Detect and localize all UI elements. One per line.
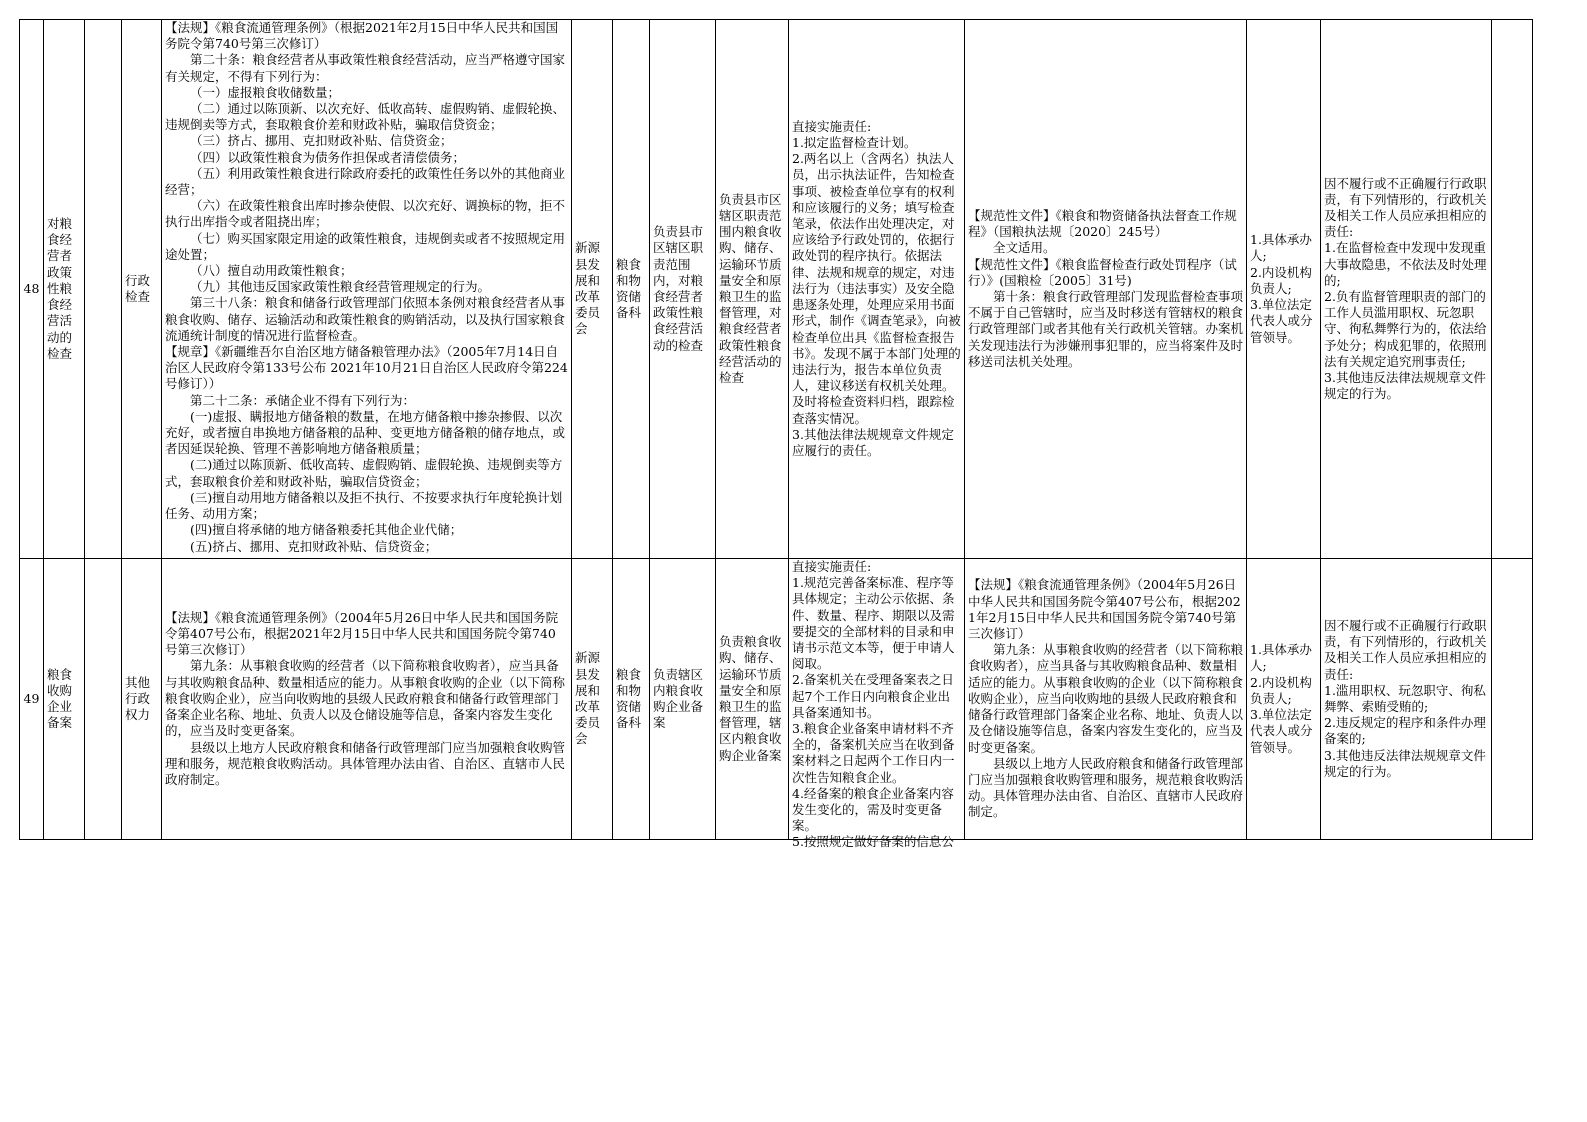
basis-line: （九）其他违反国家政策性粮食经营管理规定的行为。: [190, 279, 491, 295]
subject-line: 2.内设机构负责人;: [1250, 674, 1312, 706]
basis-line: (五)挤占、挪用、克扣财政补贴、信贷资金；: [190, 538, 438, 554]
subject-line: 3.单位法定代表人或分管领导。: [1250, 297, 1313, 345]
scope-of-duty: 负责辖区内粮食收购企业备案: [650, 559, 716, 840]
item-name: 对粮食经营者政策性粮食经营活动的检查: [44, 20, 85, 559]
basis-line: （七）购买国家限定用途的政策性粮食，违规倒卖或者不按照规定用途处置；: [165, 230, 566, 262]
remark: [1492, 559, 1533, 840]
row-number: 49: [20, 559, 44, 840]
duty-description: 负责粮食收购、储存、运输环节质量安全和原粮卫生的监督管理，辖区内粮食收购企业备案: [716, 559, 789, 840]
liability-line: 1.在监督检查中发现中发现重大事故隐患，不依法及时处理的;: [1324, 240, 1487, 288]
accountability-line: 第九条：从事粮食收购的经营者（以下简称粮食收购者），应当具备与其收购粮食品种、数量相适应的能力。从事粮食收购的企业（以下简称粮食收购企业），应当向收购地的县级人民政府粮食和储备行政管理部门备案企业名称、地址、负责人以及仓储设施等信息，备案内容发生变化的，应当及时变更备案。: [968, 642, 1244, 755]
implement-line: 直接实施责任:: [792, 118, 872, 134]
power-list-table: [19, 19, 1533, 850]
subject-line: 2.内设机构负责人;: [1250, 264, 1312, 296]
implement-line: 1.拟定监督检查计划。: [792, 135, 917, 151]
basis-line: (三)擅自动用地方储备粮以及拒不执行、不按要求执行年度轮换计划任务、动用方案；: [165, 489, 563, 522]
implementing-agency: 新源县发展和改革委员会: [572, 559, 613, 840]
sub-item: [85, 559, 122, 840]
accountability-line: 【规范性文件】《粮食和物资储备执法督查工作规程》（国粮执法规〔2020〕245号）: [968, 207, 1237, 240]
internal-department: 粮食和物资储备科: [613, 559, 650, 840]
accountability-line: 【规范性文件】《粮食监督检查行政处罚程序（试行）》(国粮检〔2005〕31号): [968, 256, 1237, 288]
table-row: [20, 20, 1533, 559]
basis-line: （五）利用政策性粮食进行除政府委托的政策性任务以外的其他商业经营；: [165, 165, 566, 198]
implementing-agency: 新源县发展和改革委员会: [572, 20, 613, 559]
liability-line: 因不履行或不正确履行行政职责，有下列情形的，行政机关及相关工作人员应承担相应的责任:: [1324, 617, 1487, 682]
basis-line: 第二十二条：承储企业不得有下列行为：: [190, 392, 416, 408]
implement-line: 1.规范完善备案标准、程序等具体规定；主动公示依据、条件、数量、程序、期限以及需要提交的全部材料的目录和申请书示范文本等，便于申请人阅取。: [792, 575, 955, 672]
accountability-basis: [965, 20, 1247, 559]
implement-line: 2.备案机关在受理备案表之日起7个工作日内向粮食企业出具备案通知书。: [792, 672, 954, 720]
sub-item: [85, 20, 122, 559]
liability-line: 3.其他违反法律法规规章文件规定的行为。: [1324, 370, 1486, 402]
scope-of-duty: 负责县市区辖区职责范围内，对粮食经营者政策性粮食经营活动的检查: [650, 20, 716, 559]
legal-basis: [162, 559, 572, 840]
liability-line: 2.违反规定的程序和条件办理备案的;: [1324, 715, 1486, 747]
liability-line: 3.其他违反法律法规规章文件规定的行为。: [1324, 747, 1486, 779]
basis-line: 第三十八条：粮食和储备行政管理部门依照本条例对粮食经营者从事粮食收购、储存、运输活动和政策性粮食的购销活动，以及执行国家粮食流通统计制度的情况进行监督检查。: [165, 295, 566, 343]
power-category: 其他行政权力: [122, 559, 162, 840]
basis-line: （四）以政策性粮食为债务作担保或者清偿债务；: [190, 149, 466, 165]
basis-line: (二)通过以陈顶新、低收高转、虚假购销、虚假轮换、违规倒卖等方式，套取粮食价差和财政补贴，骗取信贷资金；: [165, 457, 563, 489]
accountability-line: 县级以上地方人民政府粮食和储备行政管理部门应当加强粮食收购管理和服务，规范粮食收购活动。具体管理办法由省、自治区、直辖市人民政府制定。: [968, 755, 1244, 820]
basis-line: 第二十条：粮食经营者从事政策性粮食经营活动，应当严格遵守国家有关规定，不得有下列行为：: [165, 52, 566, 84]
liability-situations: [1321, 559, 1492, 840]
basis-line: 【规章】《新疆维吾尔自治区地方储备粮管理办法》（2005年7月14日自治区人民政府令第133号公布 2021年10月21日自治区人民政府令第224号修订））: [165, 344, 568, 392]
liability-situations: [1321, 20, 1492, 559]
implement-line: 4.经备案的粮食企业备案内容发生变化的，需及时变更备案。: [792, 785, 954, 834]
liability-line: 1.滥用职权、玩忽职守、徇私舞弊、索贿受贿的;: [1324, 682, 1486, 714]
internal-department: 粮食和物资储备科: [613, 20, 650, 559]
legal-basis: [162, 20, 572, 559]
responsible-subject: [1247, 559, 1321, 840]
basis-line: 县级以上地方人民政府粮食和储备行政管理部门应当加强粮食收购管理和服务，规范粮食收购活动。具体管理办法由省、自治区、直辖市人民政府制定。: [165, 739, 566, 787]
item-name: 粮食收购企业备案: [44, 559, 85, 840]
basis-line: （八）擅自动用政策性粮食；: [190, 263, 353, 279]
implement-line: 5.按照规定做好备案的信息公: [792, 834, 954, 850]
basis-line: （一）虚报粮食收储数量；: [190, 84, 341, 100]
implementation-duty: [789, 559, 965, 850]
liability-line: 2.负有监督管理职责的部门的工作人员滥用职权、玩忽职守、徇私舞弊行为的，依法给予处分；构成犯罪的，依照刑法有关规定追究刑事责任;: [1324, 289, 1487, 369]
accountability-basis: [965, 559, 1247, 840]
accountability-line: 全文适用。: [993, 240, 1056, 256]
basis-line: 第九条：从事粮食收购的经营者（以下简称粮食收购者），应当具备与其收购粮食品种、数量相适应的能力。从事粮食收购的企业（以下简称粮食收购企业），应当向收购地的县级人民政府粮食和储备行政管理部门备案企业名称、地址、负责人以及仓储设施等信息，备案内容发生变化的，应当及时变更备案。: [165, 658, 566, 739]
liability-line: 因不履行或不正确履行行政职责，有下列情形的，行政机关及相关工作人员应承担相应的责任:: [1324, 175, 1487, 240]
responsible-subject: [1247, 20, 1321, 559]
basis-line: （六）在政策性粮食出库时掺杂使假、以次充好、调换标的物，拒不执行出库指令或者阻挠出库；: [165, 198, 566, 230]
duty-description: 负责县市区辖区职责范围内粮食收购、储存、运输环节质量安全和原粮卫生的监督管理，对粮食经营者政策性粮食经营活动的检查: [716, 20, 789, 559]
basis-line: （二）通过以陈顶新、以次充好、低收高转、虚假购销、虚假轮换、违规倒卖等方式，套取粮食价差和财政补贴，骗取信贷资金；: [165, 101, 566, 133]
basis-line: 【法规】《粮食流通管理条例》（2004年5月26日中华人民共和国国务院令第407号公布，根据2021年2月15日中华人民共和国国务院令第740号第三次修订）: [165, 609, 559, 658]
basis-line: (一)虚报、瞒报地方储备粮的数量，在地方储备粮中掺杂掺假、以次充好，或者擅自串换地方储备粮的品种、变更地方储备粮的储存地点，或者因延误轮换、管理不善影响地方储备粮质量；: [165, 408, 566, 457]
row-number: 48: [20, 20, 44, 559]
basis-line: 【法规】《粮食流通管理条例》（根据2021年2月15日中华人民共和国国务院令第740号第三次修订）: [165, 20, 559, 52]
power-category: 行政检查: [122, 20, 162, 559]
remark: [1492, 20, 1533, 559]
accountability-line: 第十条：粮食行政管理部门发现监督检查事项不属于自己管辖时，应当及时移送有管辖权的粮食行政管理部门或者其他有关行政机关管辖。办案机关发现违法行为涉嫌刑事犯罪的，应当将案件及时移送司法机关处理。: [968, 289, 1244, 369]
basis-line: （三）挤占、挪用、克扣财政补贴、信贷资金；: [190, 133, 453, 149]
table-row: [20, 559, 1533, 840]
implement-line: 3.其他法律法规规章文件规定应履行的责任。: [792, 426, 954, 458]
subject-line: 1.具体承办人;: [1250, 232, 1312, 264]
implement-line: 2.两名以上（含两名）执法人员，出示执法证件，告知检查事项、被检查单位享有的权利和应该履行的义务；填写检查笔录，依法作出处理决定，对应该给予行政处罚的，依据行政处罚的程序执行。依据法律、法规和规章的规定，对违法行为（违法事实）及安全隐患逐条处理，处理应采用书面形式，制作《调查笔录》，向被检查单位出具《监督检查报告书》。发现不属于本部门处理的违法行为，报告本单位负责人，建议移送有权机关处理。及时将检查资料归档，跟踪检查落实情况。: [792, 151, 961, 426]
subject-line: 3.单位法定代表人或分管领导。: [1250, 707, 1313, 755]
basis-line: (四)擅自将承储的地方储备粮委托其他企业代储；: [190, 522, 463, 538]
accountability-line: 【法规】《粮食流通管理条例》（2004年5月26日中华人民共和国国务院令第407号公布，根据2021年2月15日中华人民共和国国务院令第740号第三次修订）: [968, 577, 1241, 642]
implement-line: 3.粮食企业备案申请材料不齐全的，备案机关应当在收到备案材料之日起两个工作日内一次性告知粮食企业。: [792, 721, 955, 785]
subject-line: 1.具体承办人;: [1250, 642, 1312, 674]
implementation-duty: [789, 20, 965, 559]
implement-line: 直接实施责任:: [792, 559, 872, 574]
